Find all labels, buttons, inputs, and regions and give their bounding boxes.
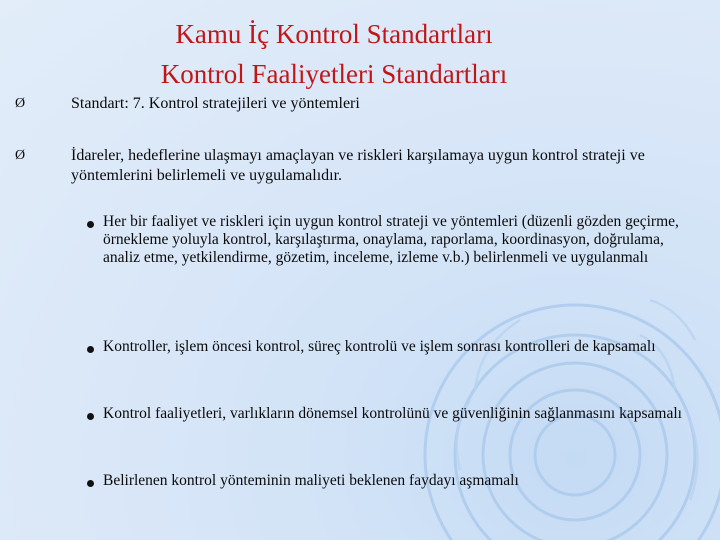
subbullet-text: Her bir faaliyet ve riskleri için uygun kontrol strateji ve yöntemleri (düzenli gözden geçirme, örnekleme yoluyla kontrol, karşılaştırma, onaylama, raporlama, koordinasyon, doğrulama, analiz etme, yetkilendirme, gözetim, inceleme, izleme v.b.) belirlenmeli ve uygulanmalı	[103, 213, 679, 266]
arrow-bullet-icon: Ø	[15, 96, 26, 111]
slide-title-line-2: Kontrol Faaliyetleri Standartları	[160, 59, 508, 89]
subbullet-text: Kontroller, işlem öncesi kontrol, süreç kontrolü ve işlem sonrası kontrolleri de kapsamalı	[103, 338, 656, 355]
arrow-bullet-icon: Ø	[15, 148, 26, 163]
dot-bullet-icon	[87, 221, 94, 228]
dot-bullet-icon	[87, 413, 94, 420]
subbullet-text: Belirlenen kontrol yönteminin maliyeti beklenen faydayı aşmamalı	[103, 472, 519, 489]
bullet-text: Standart: 7. Kontrol stratejileri ve yöntemleri	[71, 95, 360, 112]
slide-title-line-1: Kamu İç Kontrol Standartları	[175, 19, 493, 49]
dot-bullet-icon	[87, 480, 94, 487]
dot-bullet-icon	[87, 346, 94, 353]
subbullet-text: Kontrol faaliyetleri, varlıkların dönemsel kontrolünü ve güvenliğinin sağlanmasını kapsamalı	[103, 405, 682, 422]
bullet-text: İdareler, hedeflerine ulaşmayı amaçlayan ve riskleri karşılamaya uygun kontrol strateji ve yöntemlerini belirlemeli ve uygulamalıdır.	[71, 147, 645, 184]
